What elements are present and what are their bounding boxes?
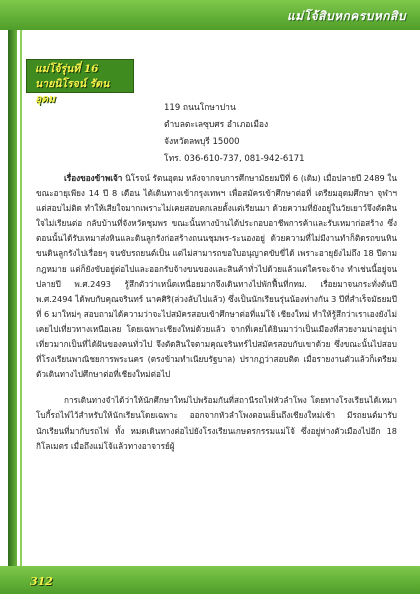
address-line-street: 119 ถนนโกษาปาน xyxy=(164,103,236,113)
running-title: แม่โจ้สิบหกครบหกสิบ xyxy=(287,9,406,23)
paragraph-1-text: นิโรจน์ รัตนอุดม หลังจากจบการศึกษามัธยมปีที่ 6 (เดิม) เมื่อปลายปี 2489 ในขณะอายุเพียง 14 ปี 8 เดือน ได้เดินทางเข้ากรุงเทพฯ เพื่อสมัครเข้าศึกษาต่อที่ เตรียมอุดมศึกษา จุฬาฯ แต่สอบไม่ติด ทำให้เสียใจมากเพราะไม่เคยสอบตกเลยตั้งแต่เรียนมา ด้วยความที่ยังอยู่ในวัยเยาว์จึงตัดสินใจไม่เรียนต่อ กลับบ้านที่จังหวัดชุมพร ขณะนั้นทางบ้านได้ประกอบอาชีพการค้าและรับเหมาก่อสร้าง ซึ่งตอนนั้นได้รับเหมาส่งหินและดินลูกรังก่อสร้างถนนชุมพร-ระนองอยู่ ด้วยความที่ไม่มีงานทำก็ติดรถขนหิน ขนดินลูกรังไปเรื่อยๆ จนขับรถยนต์เป็น แต่ไม่สามารถขอใบอนุญาตขับขี่ได้ เพราะอายุยังไม่ถึง 18 ปีตามกฎหมาย แต่ก็ยังขับอยู่ต่อไปและออกรับจ้างขนของและสินค้าทั่วไปด้วยแล้วแต่ใครจะจ้าง ทำเช่นนี้อยู่จนปลายปี พ.ศ.2493 รู้สึกตัวว่าเหน็ดเหนื่อยมากจึงเดินทางไปพักฟื้นที่กทม. เรื่อยมาจนกระทั่งต้นปี พ.ศ.2494 ได้พบกับคุณจรินทร์ นาคศิริ(ล่วงลับไปแล้ว) ซึ่งเป็นนักเรียนรุ่นน้องห่างกัน 3 ปีที่สำเร็จมัธยมปีที่ 6 มาใหม่ๆ สอบถามได้ความว่าจะไปสมัครสอบเข้าศึกษาต่อที่แม่โจ้ เชียงใหม่ ทำให้รู้สึกว่าเราเองยังไม่เคยไปเที่ยวทางเหนือเลย โดยเฉพาะเชียงใหม่ด้วยแล้ว จากที่เคยได้ยินมาว่าเป็นเมืองที่สวยงามน่าอยู่น่าเที่ยวมากเป็นที่ได้ฝันของคนทั่วไป จึงตัดสินใจตามคุณจรินทร์ไปสมัครสอบกับเขาด้วย ซึ่งขณะนั้นไปสอบที่โรงเรียนพาณิชยการพระนคร (ตรงข้ามทำเนียบรัฐบาล) ปรากฏว่าสอบติด เมื่อรายงานตัวแล้วก็เตรียมตัวเดินทางไปศึกษาต่อที่เชียงใหม่ต่อไป xyxy=(36,173,397,380)
author-name: นายนิโรจน์ รัตนอุดม xyxy=(35,78,110,105)
address-line-district: ตำบลตะเลซุบศร อำเภอเมือง xyxy=(164,120,269,130)
article-body xyxy=(36,171,397,465)
address-line-province: จังหวัดลพบุรี 15000 xyxy=(164,137,240,147)
page-number: 312 xyxy=(30,575,53,588)
left-margin-rule xyxy=(8,30,17,566)
header-bar xyxy=(0,0,420,30)
lead-title: เรื่องของข้าพเจ้า xyxy=(64,173,123,183)
chapter-class-label: แม่โจ้รุ่นที่ 16 xyxy=(35,63,99,75)
paragraph-2: การเดินทางจำได้ว่าให้นักศึกษาใหม่ไปพร้อมกันที่สถานีรถไฟหัวลำโพง โดยทางโรงเรียนได้เหมาโบกี้รถไฟไว้สำหรับให้นักเรียนโดยเฉพาะ ออกจากหัวลำโพงตอนเย็นถึงเชียงใหม่เช้า มีรถยนต์มารับนักเรียนที่มากับรถไฟ ทั้ง หมดเดินทางต่อไปยังโรงเรียนเกษตรกรรมแม่โจ้ ซึ่งอยู่ห่างตัวเมืองไปอีก 18 กิโลเมตร เมื่อถึงแม่โจ้แล้วทางอาจารย์ผู้ xyxy=(36,395,397,451)
footer-bar xyxy=(0,566,420,594)
paragraph-1 xyxy=(36,171,397,382)
author-address xyxy=(164,100,305,168)
chapter-heading-box xyxy=(26,59,134,105)
address-line-phone: โทร. 036-610-737, 081-942-6171 xyxy=(164,154,305,164)
left-margin-thin-rule xyxy=(20,30,22,566)
